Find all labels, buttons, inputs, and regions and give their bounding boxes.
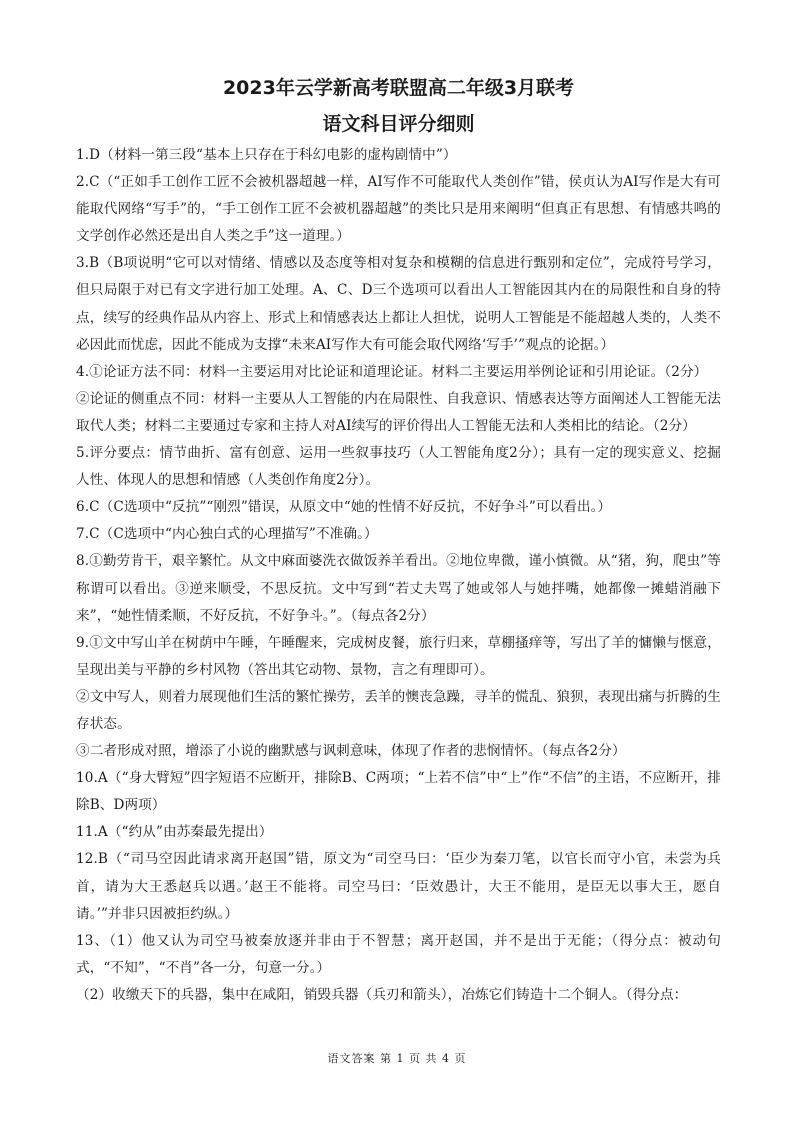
answer-paragraph: 12.B（“司马空因此请求离开赵国”错，原文为“司空马曰：‘臣少为秦刀笔，以官长而守小官，未尝为兵首，请为大王悉赵兵以遇。’赵王不能将。司空马曰：‘臣效愚计，大王不能用，是臣无以事大王，愿自请。’”并非只因被拒约纵。） [76, 851, 721, 922]
answer-paragraph: ②文中写人，则着力展现他们生活的繁忙操劳，丢羊的懊丧急躁，寻羊的慌乱、狼狈，表现出痛与折腾的生存状态。 [76, 688, 721, 732]
document-title: 2023年云学新高考联盟高二年级3月联考 [222, 77, 575, 99]
answer-paragraph: ③二者形成对照，增添了小说的幽默感与讽刺意味，体现了作者的悲悯情怀。（每点各2分） [76, 743, 626, 760]
answer-paragraph: 6.C（C选项中“反抗”“刚烈”错误，从原文中“她的性情不好反抗，不好争斗”可以看出。） [76, 499, 612, 516]
answer-paragraph: （2）收缴天下的兵器，集中在咸阳，销毁兵器（兵刃和箭头），冶炼它们铸造十二个铜人。（得分点： [76, 986, 688, 1003]
document-page [76, 72, 721, 1009]
answer-paragraph: 3.B（B项说明“它可以对情绪、情感以及态度等相对复杂和模糊的信息进行甄别和定位”，完成符号学习，但只局限于对已有文字进行加工处理。A、C、D三个选项可以看出人工智能因其内在的局限性和自身的特点，续写的经典作品从内容上、形式上和情感表达上都让人担忧，说明人工智能是不能超越人类的，人类不必因此而忧虑，因此不能成为支撑“未来AI写作大有可能会取代网络‘写手’”观点的论据。） [76, 255, 721, 353]
answer-paragraph: ②论证的侧重点不同：材料一主要从人工智能的内在局限性、自我意识、情感表达等方面阐述人工智能无法取代人类；材料二主要通过专家和主持人对AI续写的评价得出人工智能无法和人类相比的结论。（2分） [76, 390, 721, 434]
answer-paragraph: 4.①论证方法不同：材料一主要运用对比论证和道理论证。材料二主要运用举例论证和引用论证。（2分） [76, 363, 708, 380]
answer-paragraph: 7.C（C选项中“内心独白式的心理描写”不准确。） [76, 526, 378, 543]
answer-paragraph: 10.A（“身大臂短”四字短语不应断开，排除B、C两项；“上若不信”中“上”作“不信”的主语，不应断开，排除B、D两项） [76, 770, 721, 814]
answer-paragraph: 8.①勤劳肯干，艰辛繁忙。从文中麻面婆洗衣做饭养羊看出。②地位卑微，谨小慎微。从“猪，狗，爬虫”等称谓可以看出。③逆来顺受，不思反抗。文中写到“若丈夫骂了她或邻人与她拌嘴，她都像一摊蜡消融下来”，“她性情柔顺，不好反抗，不好争斗。”。（每点各2分） [76, 553, 721, 624]
answer-paragraph: 11.A（“约从”由苏秦最先提出） [76, 824, 273, 841]
document-body [76, 142, 721, 1009]
answer-paragraph: 13、（1）他又认为司空马被秦放逐并非由于不智慧；离开赵国，并不是出于无能；（得分点：被动句式，“不知”，“不肖”各一分，句意一分。） [76, 932, 721, 976]
answer-paragraph: 5.评分要点：情节曲折、富有创意、运用一些叙事技巧（人工智能角度2分）；具有一定的现实意义、挖掘人性、体现人的思想和情感（人类创作角度2分）。 [76, 445, 721, 489]
answer-paragraph: 9.①文中写山羊在树荫中午睡，午睡醒来，完成树皮餐，旅行归来，草棚搔痒等，写出了羊的慵懒与惬意，呈现出美与平静的乡村风物（答出其它动物、景物，言之有理即可）。 [76, 634, 721, 678]
page-footer: 语文答案 第 1 页 共 4 页 [327, 1052, 467, 1065]
answer-paragraph: 1.D（材料一第三段“基本上只存在于科幻电影的虚构剧情中”） [76, 147, 457, 163]
document-subtitle: 语文科目评分细则 [322, 113, 475, 135]
answer-paragraph: 2.C（“正如手工创作工匠不会被机器超越一样，AI写作不可能取代人类创作”错，侯贞认为AI写作是大有可能取代网络“写手”的，“手工创作工匠不会被机器超越”的类比只是用来阐明“但真正有思想、有情感共鸣的文学创作必然还是出自人类之手”这一道理。） [76, 174, 721, 245]
